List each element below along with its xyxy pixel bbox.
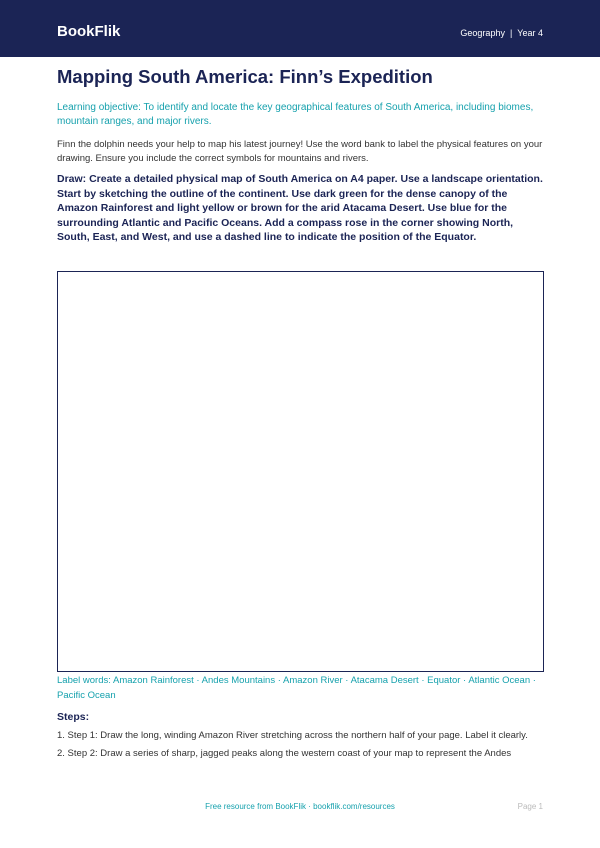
step-item: 2. Step 2: Draw a series of sharp, jagged peaks along the western coast of your map to represent the Andes: [57, 747, 512, 759]
year-label: Year 4: [517, 28, 543, 38]
subject-year-label: [460, 28, 543, 38]
label-word-bank: Label words: Amazon Rainforest · Andes Mountains · Amazon River · Atacama Desert · Equator · Atlantic Ocean · Pacific Ocean: [57, 675, 536, 701]
header-bar: [0, 0, 600, 57]
brand-logo-text[interactable]: BookFlik: [57, 23, 121, 40]
step-item: 1. Step 1: Draw the long, winding Amazon River stretching across the northern half of your page. Label it clearly.: [57, 730, 528, 741]
steps-list: [57, 729, 547, 764]
page-title: Mapping South America: Finn’s Expedition: [57, 66, 433, 87]
page-number: Page 1: [517, 802, 543, 811]
subject-separator: |: [509, 28, 513, 38]
footer-resource-link[interactable]: Free resource from BookFlik · bookflik.com/resources: [205, 802, 395, 811]
subject-label: Geography: [460, 28, 505, 38]
drawing-area[interactable]: [57, 271, 544, 672]
draw-instruction: Draw: Create a detailed physical map of South America on A4 paper. Use a landscape orientation. Start by sketching the outline of the continent. Use dark green for the dense canopy of the Amazon Rainforest and light yellow or brown for the arid Atacama Desert. Use blue for the surrounding Atlantic and Pacific Oceans. Add a compass rose in the corner showing North, South, East, and West, and use a dashed line to indicate the position of the Equator.: [57, 173, 543, 244]
intro-text: Finn the dolphin needs your help to map his latest journey! Use the word bank to label the physical features on your drawing. Ensure you include the correct symbols for mountains and rivers.: [57, 139, 543, 164]
steps-heading: Steps:: [57, 711, 90, 723]
learning-objective: Learning objective: To identify and locate the key geographical features of South America, including biomes, mountain ranges, and major rivers.: [57, 102, 534, 127]
